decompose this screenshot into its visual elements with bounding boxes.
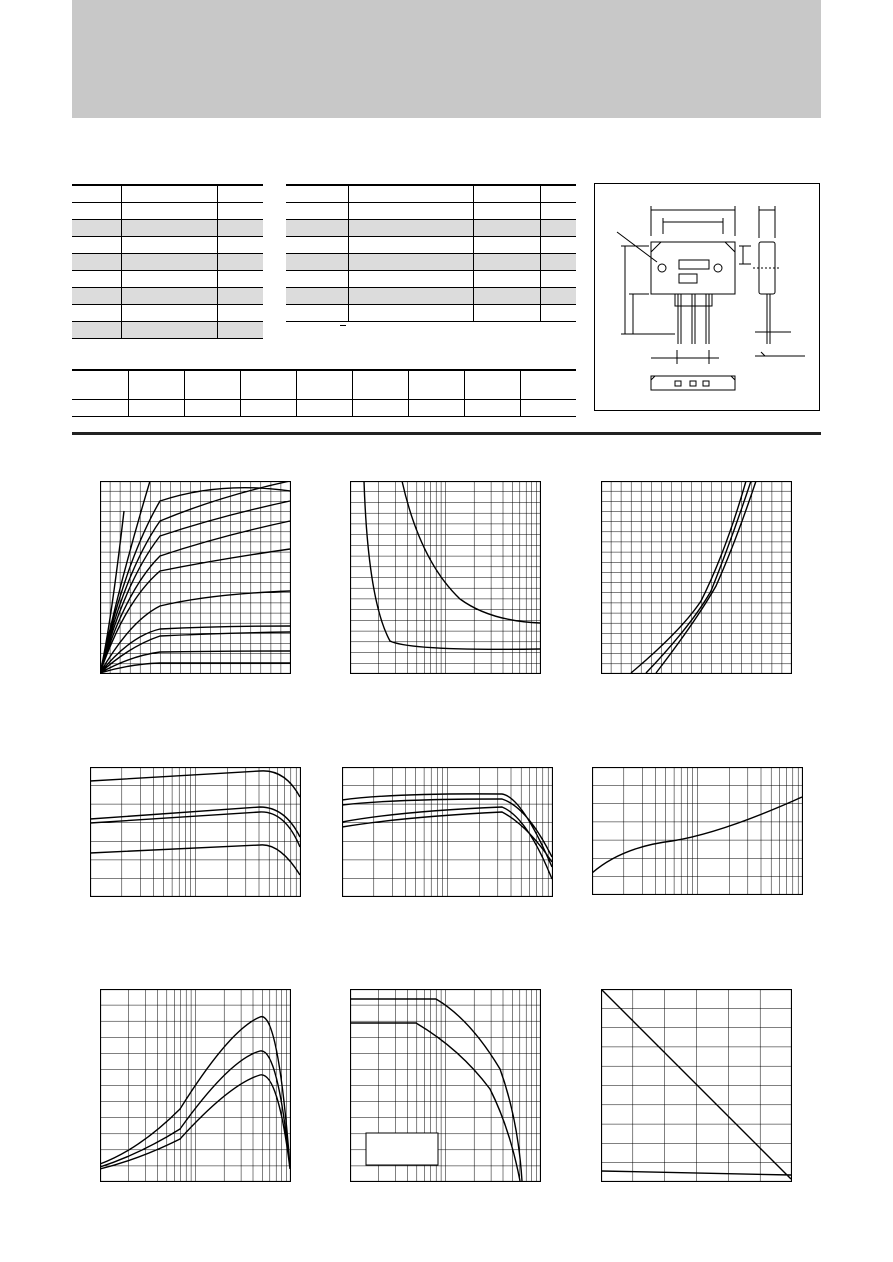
package-outline-drawing bbox=[595, 184, 819, 410]
table-footnote-mark bbox=[340, 325, 346, 326]
graph-grid bbox=[342, 767, 553, 897]
table-row bbox=[72, 254, 263, 271]
dimension-height bbox=[621, 246, 675, 334]
table-row bbox=[72, 237, 263, 254]
table-header-row bbox=[72, 370, 576, 400]
table-row bbox=[72, 400, 576, 417]
dimension-width bbox=[651, 206, 735, 236]
side-view-lead bbox=[767, 294, 770, 344]
table-header-row bbox=[72, 185, 263, 203]
dimension-lead-length bbox=[629, 294, 649, 334]
graph-6 bbox=[592, 767, 803, 895]
graph-legend-box bbox=[366, 1133, 438, 1165]
graph-frame bbox=[602, 482, 792, 674]
mounting-hole-right bbox=[714, 264, 722, 272]
dimension-lead-thickness bbox=[755, 332, 805, 356]
table-row bbox=[72, 203, 263, 220]
table-row bbox=[286, 220, 576, 237]
graph-7 bbox=[100, 989, 291, 1182]
graph-grid bbox=[90, 767, 301, 897]
graph-curves bbox=[601, 989, 791, 1179]
table-row bbox=[286, 237, 576, 254]
header-banner bbox=[72, 0, 821, 118]
graph-curves bbox=[100, 481, 290, 673]
graph-curves bbox=[364, 481, 540, 649]
dimension-lead-pitch bbox=[651, 350, 719, 364]
dimension-hole-offset bbox=[739, 246, 751, 264]
graph-curves bbox=[592, 797, 802, 873]
graph-3 bbox=[601, 481, 792, 674]
table-row bbox=[72, 322, 263, 339]
graph-1 bbox=[100, 481, 291, 674]
dimension-thickness bbox=[759, 206, 775, 238]
table-row bbox=[72, 305, 263, 322]
table-row bbox=[72, 288, 263, 305]
table-row bbox=[286, 203, 576, 220]
marking-area-small bbox=[679, 274, 697, 283]
graph-5 bbox=[342, 767, 553, 897]
package-drawing-frame bbox=[594, 183, 820, 411]
bottom-view-lead-3 bbox=[703, 381, 709, 386]
graph-grid bbox=[592, 767, 803, 895]
graph-grid bbox=[350, 481, 541, 674]
dimension-hole-pitch bbox=[663, 218, 723, 234]
section-divider bbox=[72, 432, 821, 435]
table-row bbox=[286, 288, 576, 305]
left-ratings-table bbox=[72, 184, 263, 339]
table-row bbox=[286, 271, 576, 288]
mounting-hole-left bbox=[658, 264, 666, 272]
package-bottom-view bbox=[651, 376, 735, 390]
table-row bbox=[286, 305, 576, 322]
package-leads bbox=[678, 294, 709, 344]
bottom-view-lead-2 bbox=[690, 381, 696, 386]
table-header-row bbox=[286, 185, 576, 203]
table-row bbox=[72, 271, 263, 288]
bottom-view-lead-1 bbox=[675, 381, 681, 386]
graph-4 bbox=[90, 767, 301, 897]
graph-2 bbox=[350, 481, 541, 674]
graph-9 bbox=[601, 989, 792, 1182]
graph-curves bbox=[342, 794, 552, 879]
graph-8 bbox=[350, 989, 541, 1182]
graph-curves bbox=[631, 481, 756, 673]
bottom-ranking-table bbox=[72, 369, 576, 417]
graph-grid bbox=[601, 481, 792, 674]
table-row bbox=[286, 254, 576, 271]
marking-area bbox=[679, 260, 709, 269]
middle-characteristics-table bbox=[286, 184, 576, 322]
table-row bbox=[72, 220, 263, 237]
package-chamfers bbox=[651, 242, 735, 252]
bottom-view-chamfers bbox=[651, 376, 735, 380]
